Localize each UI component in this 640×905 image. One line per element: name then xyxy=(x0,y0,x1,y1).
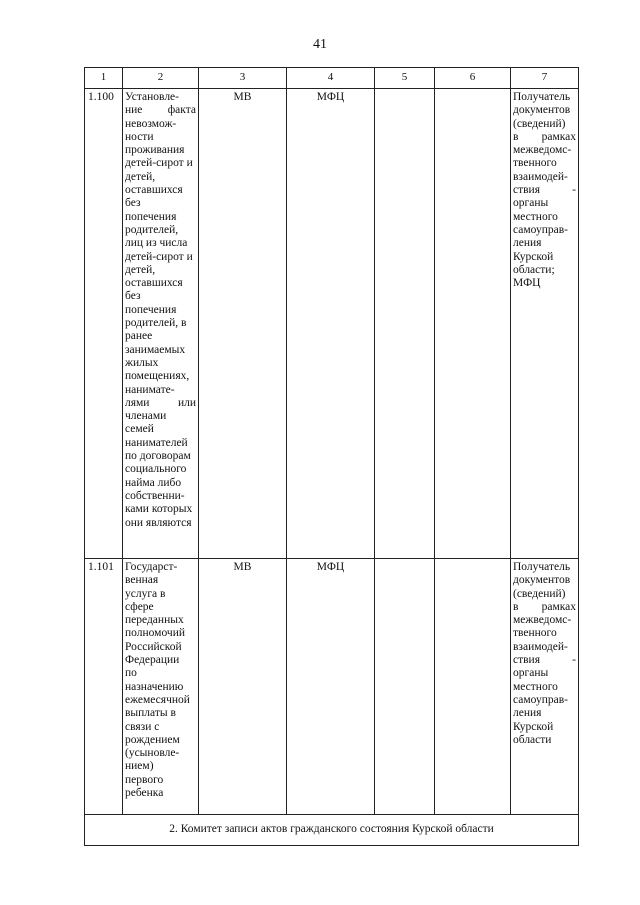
text-line: оставшихся xyxy=(125,277,183,290)
table-row xyxy=(85,89,579,559)
text-line: жилых xyxy=(125,356,159,369)
text-line: МФЦ xyxy=(513,277,541,290)
header-cell-1: 1 xyxy=(85,68,123,89)
text-line: выплаты в xyxy=(125,707,176,720)
text-line: родителей, xyxy=(125,223,179,236)
text-line: Государст- xyxy=(125,561,178,573)
text-line: твенного xyxy=(513,627,557,640)
text-line: области xyxy=(513,733,552,746)
text-line: назначению xyxy=(125,680,184,693)
text-line: ребенка xyxy=(125,787,164,800)
text-line: услуга в xyxy=(125,587,166,600)
text-line: собственни- xyxy=(125,489,185,502)
text-line: местного xyxy=(513,680,558,693)
text-line: ления xyxy=(513,707,542,720)
text-line: Установле- xyxy=(125,91,179,103)
text-line: ежемесячной xyxy=(125,693,190,706)
text-line: документов xyxy=(513,104,571,117)
text-line: в рамках xyxy=(513,130,576,143)
text-line: занимаемых xyxy=(125,343,186,356)
text-line: попечения xyxy=(125,303,177,316)
text-line: детей-сирот и xyxy=(125,157,193,170)
text-line: (сведений) xyxy=(513,587,566,600)
text-line: переданных xyxy=(125,614,184,627)
col5-value xyxy=(375,559,435,815)
text-line: ности xyxy=(125,130,154,143)
text-line: взаимодей- xyxy=(513,170,568,183)
service-description xyxy=(123,559,199,815)
text-line: лиц из числа xyxy=(125,237,188,250)
text-line: по договорам xyxy=(125,450,191,463)
text-line: полномочий xyxy=(125,627,185,640)
text-line: детей, xyxy=(125,263,156,276)
text-line: самоуправ- xyxy=(513,693,568,706)
text-line: в рамках xyxy=(513,600,576,613)
text-line: ние факта xyxy=(125,104,196,117)
text-line: связи с xyxy=(125,720,160,733)
col3-value: МВ xyxy=(199,89,287,559)
text-line: Получатель xyxy=(513,561,571,573)
text-line: местного xyxy=(513,210,558,223)
text-line: детей-сирот и xyxy=(125,250,193,263)
text-line: семей xyxy=(125,423,154,436)
row-number: 1.100 xyxy=(85,89,123,559)
col3-value: МВ xyxy=(199,559,287,815)
text-line: Курской xyxy=(513,720,554,733)
text-line: самоуправ- xyxy=(513,223,568,236)
recipient-description xyxy=(511,89,579,559)
page-number: 41 xyxy=(313,37,327,52)
text-line: социального xyxy=(125,463,187,476)
text-line: детей, xyxy=(125,170,156,183)
text-line: оставшихся xyxy=(125,184,183,197)
text-line: межведомс- xyxy=(513,614,572,627)
header-cell-3: 3 xyxy=(199,68,287,89)
services-table xyxy=(84,67,579,846)
text-line: нием) xyxy=(125,760,154,773)
col5-value xyxy=(375,89,435,559)
text-line: (сведений) xyxy=(513,117,566,130)
text-line: рождением xyxy=(125,733,180,746)
text-line: по xyxy=(125,667,137,680)
text-line: нанимателей xyxy=(125,436,188,449)
text-line: сфере xyxy=(125,600,154,613)
text-line: проживания xyxy=(125,144,185,157)
text-line: органы xyxy=(513,667,549,680)
text-line: членами xyxy=(125,410,167,423)
text-line: попечения xyxy=(125,210,177,223)
col6-value xyxy=(435,89,511,559)
header-cell-2: 2 xyxy=(123,68,199,89)
text-line: области; xyxy=(513,263,555,276)
col4-value: МФЦ xyxy=(287,89,375,559)
service-description xyxy=(123,89,199,559)
text-line: Федерации xyxy=(125,654,180,667)
text-line: Российской xyxy=(125,640,182,653)
text-line: документов xyxy=(513,574,571,587)
text-line: они являются xyxy=(125,516,192,529)
section-heading: 2. Комитет записи актов гражданского состояния Курской области xyxy=(85,815,579,846)
header-cell-7: 7 xyxy=(511,68,579,89)
text-line: родителей, в xyxy=(125,317,187,330)
recipient-description xyxy=(511,559,579,815)
table-header-row xyxy=(85,68,579,89)
header-cell-5: 5 xyxy=(375,68,435,89)
text-line: межведомс- xyxy=(513,144,572,157)
text-line: без xyxy=(125,197,141,210)
text-line: нанимате- xyxy=(125,383,175,396)
col6-value xyxy=(435,559,511,815)
row-number: 1.101 xyxy=(85,559,123,815)
text-line: твенного xyxy=(513,157,557,170)
text-line: венная xyxy=(125,574,159,587)
table-row xyxy=(85,559,579,815)
section-heading-row xyxy=(85,815,579,846)
text-line: органы xyxy=(513,197,549,210)
text-line: ствия - xyxy=(513,184,576,197)
text-line: невозмож- xyxy=(125,117,177,130)
text-line: лями или xyxy=(125,396,196,409)
col4-value: МФЦ xyxy=(287,559,375,815)
header-cell-6: 6 xyxy=(435,68,511,89)
text-line: ками которых xyxy=(125,503,193,516)
text-line: ления xyxy=(513,237,542,250)
text-line: первого xyxy=(125,773,164,786)
text-line: взаимодей- xyxy=(513,640,568,653)
text-line: ствия - xyxy=(513,654,576,667)
text-line: без xyxy=(125,290,141,303)
text-line: Курской xyxy=(513,250,554,263)
text-line: Получатель xyxy=(513,91,571,103)
header-cell-4: 4 xyxy=(287,68,375,89)
text-line: помещениях, xyxy=(125,370,190,383)
text-line: ранее xyxy=(125,330,153,343)
text-line: (усыновле- xyxy=(125,747,180,760)
text-line: найма либо xyxy=(125,476,182,489)
